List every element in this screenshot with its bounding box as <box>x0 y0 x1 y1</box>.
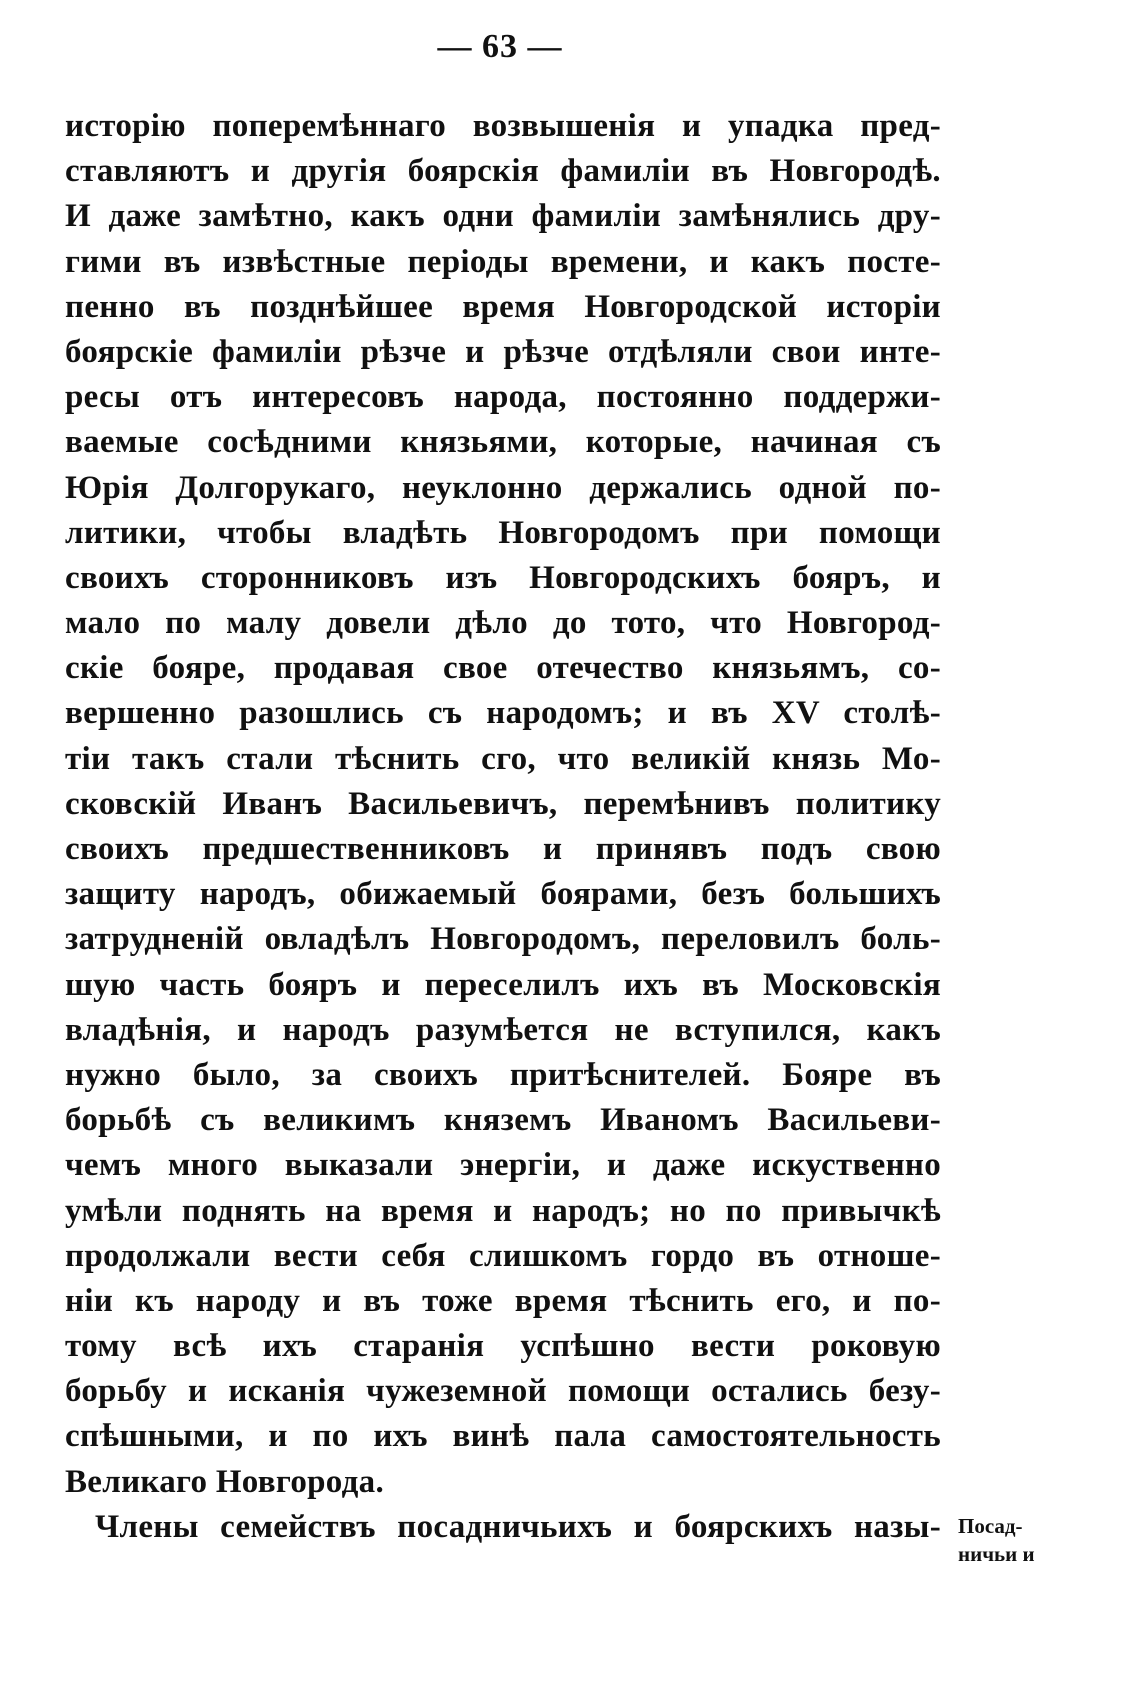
body-text <box>65 104 941 1550</box>
text-line: нужно было, за своихъ притѣснителей. Бояре въ <box>65 1056 941 1093</box>
page-number: — 63 — <box>437 28 563 65</box>
text-line: ваемые сосѣдними князьями, которые, начиная съ <box>65 424 941 461</box>
text-line: тому всѣ ихъ старанія успѣшно вести роковую <box>65 1328 941 1365</box>
text-line: ставляютъ и другія боярскія фамиліи въ Новгородѣ. <box>65 153 941 190</box>
margin-note-line: ничьи и <box>958 1542 1035 1566</box>
text-line: скіе бояре, продавая свое отечество князьямъ, со- <box>65 650 941 687</box>
text-line: вершенно разошлись съ народомъ; и въ XV столѣ- <box>65 695 941 732</box>
text-line: литики, чтобы владѣть Новгородомъ при помощи <box>65 514 941 551</box>
text-line: затрудненій овладѣлъ Новгородомъ, переловилъ боль- <box>65 921 941 958</box>
text-line: ніи къ народу и въ тоже время тѣснить его, и по- <box>65 1282 941 1319</box>
text-line: тіи такъ стали тѣснить сго, что великій князь Мо- <box>65 740 941 777</box>
text-line: гими въ извѣстные періоды времени, и какъ посте- <box>65 243 941 280</box>
text-line: Юрія Долгорукаго, неуклонно держались одной по- <box>65 469 941 506</box>
text-line: борьбѣ съ великимъ князeмъ Иваномъ Васильеви- <box>65 1102 941 1139</box>
text-line: спѣшными, и по ихъ винѣ пала самостоятельность <box>65 1418 941 1455</box>
text-line: боярскіе фамиліи рѣзче и рѣзче отдѣляли свои инте- <box>65 333 941 370</box>
text-line: сковскій Иванъ Васильевичъ, перемѣнивъ политику <box>65 785 941 822</box>
text-line: своихъ предшественниковъ и принявъ подъ свою <box>65 831 941 867</box>
text-line: владѣнія, и народъ разумѣется не вступился, какъ <box>65 1011 941 1048</box>
margin-note <box>958 1512 1068 1568</box>
text-line: продолжали вести себя слишкомъ гордо въ отноше- <box>65 1237 941 1274</box>
text-line: шую часть бояръ и переселилъ ихъ въ Московскія <box>65 966 941 1003</box>
text-line: И даже замѣтно, какъ одни фамиліи замѣнялись дру- <box>65 198 941 235</box>
text-line: Великаго Новгорода. <box>65 1463 384 1500</box>
paragraph-first-line: Члены семействъ посадничьихъ и боярскихъ назы- <box>95 1508 941 1545</box>
margin-note-line: Посад- <box>958 1514 1023 1538</box>
text-line: мало по малу довели дѣло до тото, что Новгород- <box>65 605 941 642</box>
text-line: умѣли поднять на время и народъ; но по привычкѣ <box>65 1192 941 1229</box>
text-line: борьбу и исканія чужеземной помощи остались безу- <box>65 1373 941 1410</box>
text-line: защиту народъ, обижаемый боярами, безъ большихъ <box>65 876 941 913</box>
text-line: пенно въ позднѣйшее время Новгородской исторіи <box>65 288 941 325</box>
text-line: своихъ сторонниковъ изъ Новгородскихъ бояръ, и <box>65 559 941 596</box>
text-line: чемъ много выказали энергіи, и даже искуственно <box>65 1147 941 1184</box>
text-line: исторію поперемѣннаго возвышенія и упадка пред- <box>65 108 941 144</box>
text-line: ресы отъ интересовъ народа, постоянно поддержи- <box>65 379 941 416</box>
